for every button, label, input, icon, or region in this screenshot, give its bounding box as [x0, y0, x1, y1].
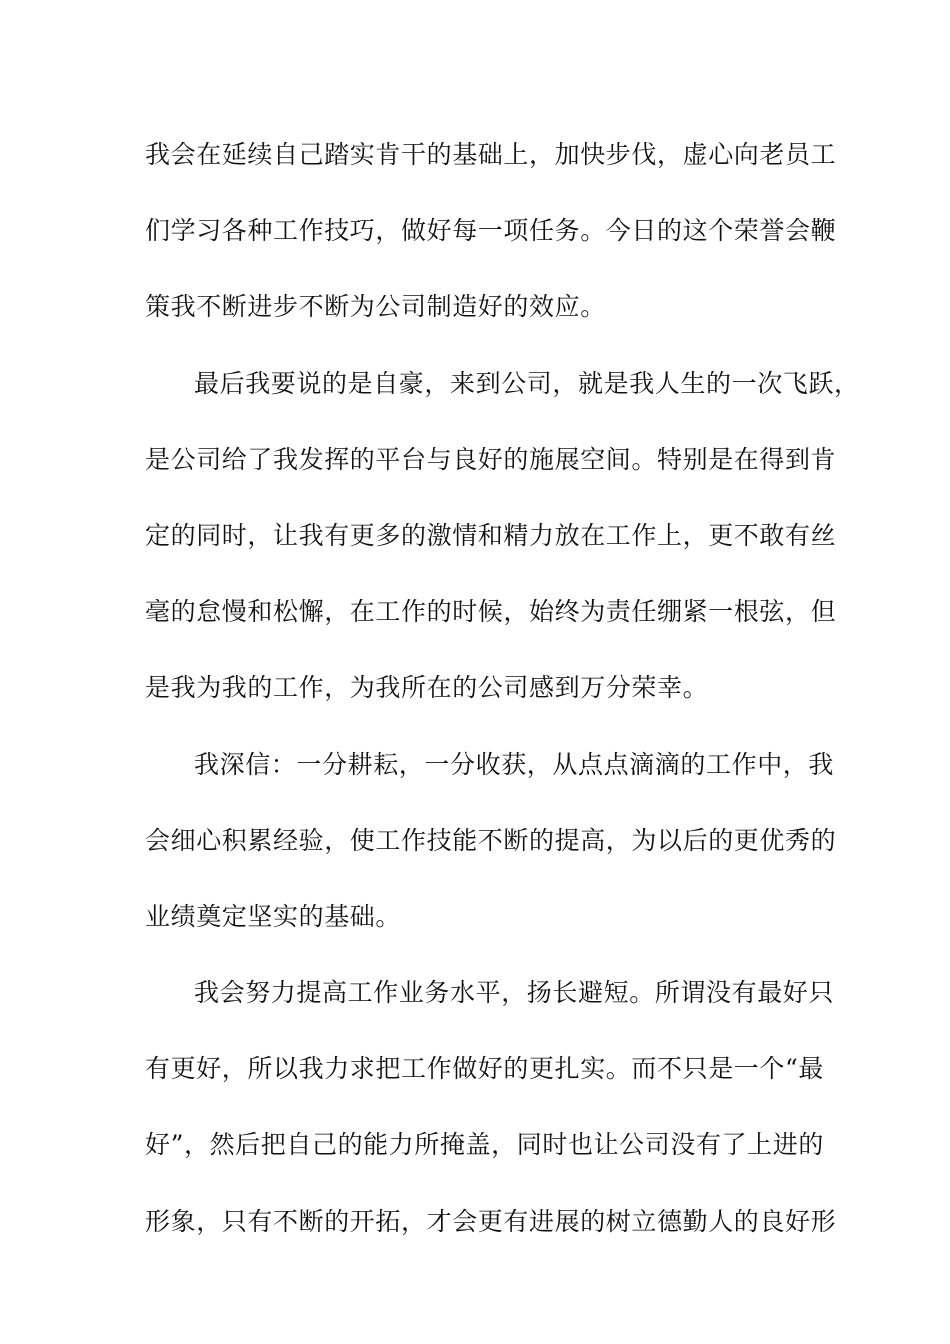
text-line-15: 形象，只有不断的开拓，才会更有进展的树立德勤人的良好形 — [145, 1206, 837, 1236]
text-line-14: 好”，然后把自己的能力所掩盖，同时也让公司没有了上进的 — [145, 1130, 824, 1160]
text-line-9: 我深信：一分耕耘，一分收获，从点点滴滴的工作中，我 — [194, 749, 835, 779]
text-line-6: 定的同时，让我有更多的激情和精力放在工作上，更不敢有丝 — [145, 520, 837, 550]
text-line-7: 毫的怠慢和松懈，在工作的时候，始终为责任绷紧一根弦，但 — [145, 597, 837, 627]
text-line-1: 我会在延续自己踏实肯干的基础上，加快步伐，虚心向老员工 — [145, 140, 837, 169]
text-line-11: 业绩奠定坚实的基础。 — [145, 901, 402, 931]
body-text — [145, 130, 860, 1273]
text-line-12: 我会努力提高工作业务水平，扬长避短。所谓没有最好只 — [194, 978, 835, 1008]
text-line-4: 最后我要说的是自豪，来到公司，就是我人生的一次飞跃， — [194, 368, 860, 398]
text-line-5: 是公司给了我发挥的平台与良好的施展空间。特别是在得到肯 — [145, 444, 837, 474]
text-line-13: 有更好，所以我力求把工作做好的更扎实。而不只是一个“最 — [145, 1054, 824, 1084]
text-line-8: 是我为我的工作，为我所在的公司感到万分荣幸。 — [145, 673, 709, 703]
text-line-10: 会细心积累经验，使工作技能不断的提高，为以后的更优秀的 — [145, 825, 837, 855]
text-line-2: 们学习各种工作技巧，做好每一项任务。今日的这个荣誉会鞭 — [145, 216, 837, 246]
text-line-3: 策我不断进步不断为公司制造好的效应。 — [145, 292, 606, 322]
